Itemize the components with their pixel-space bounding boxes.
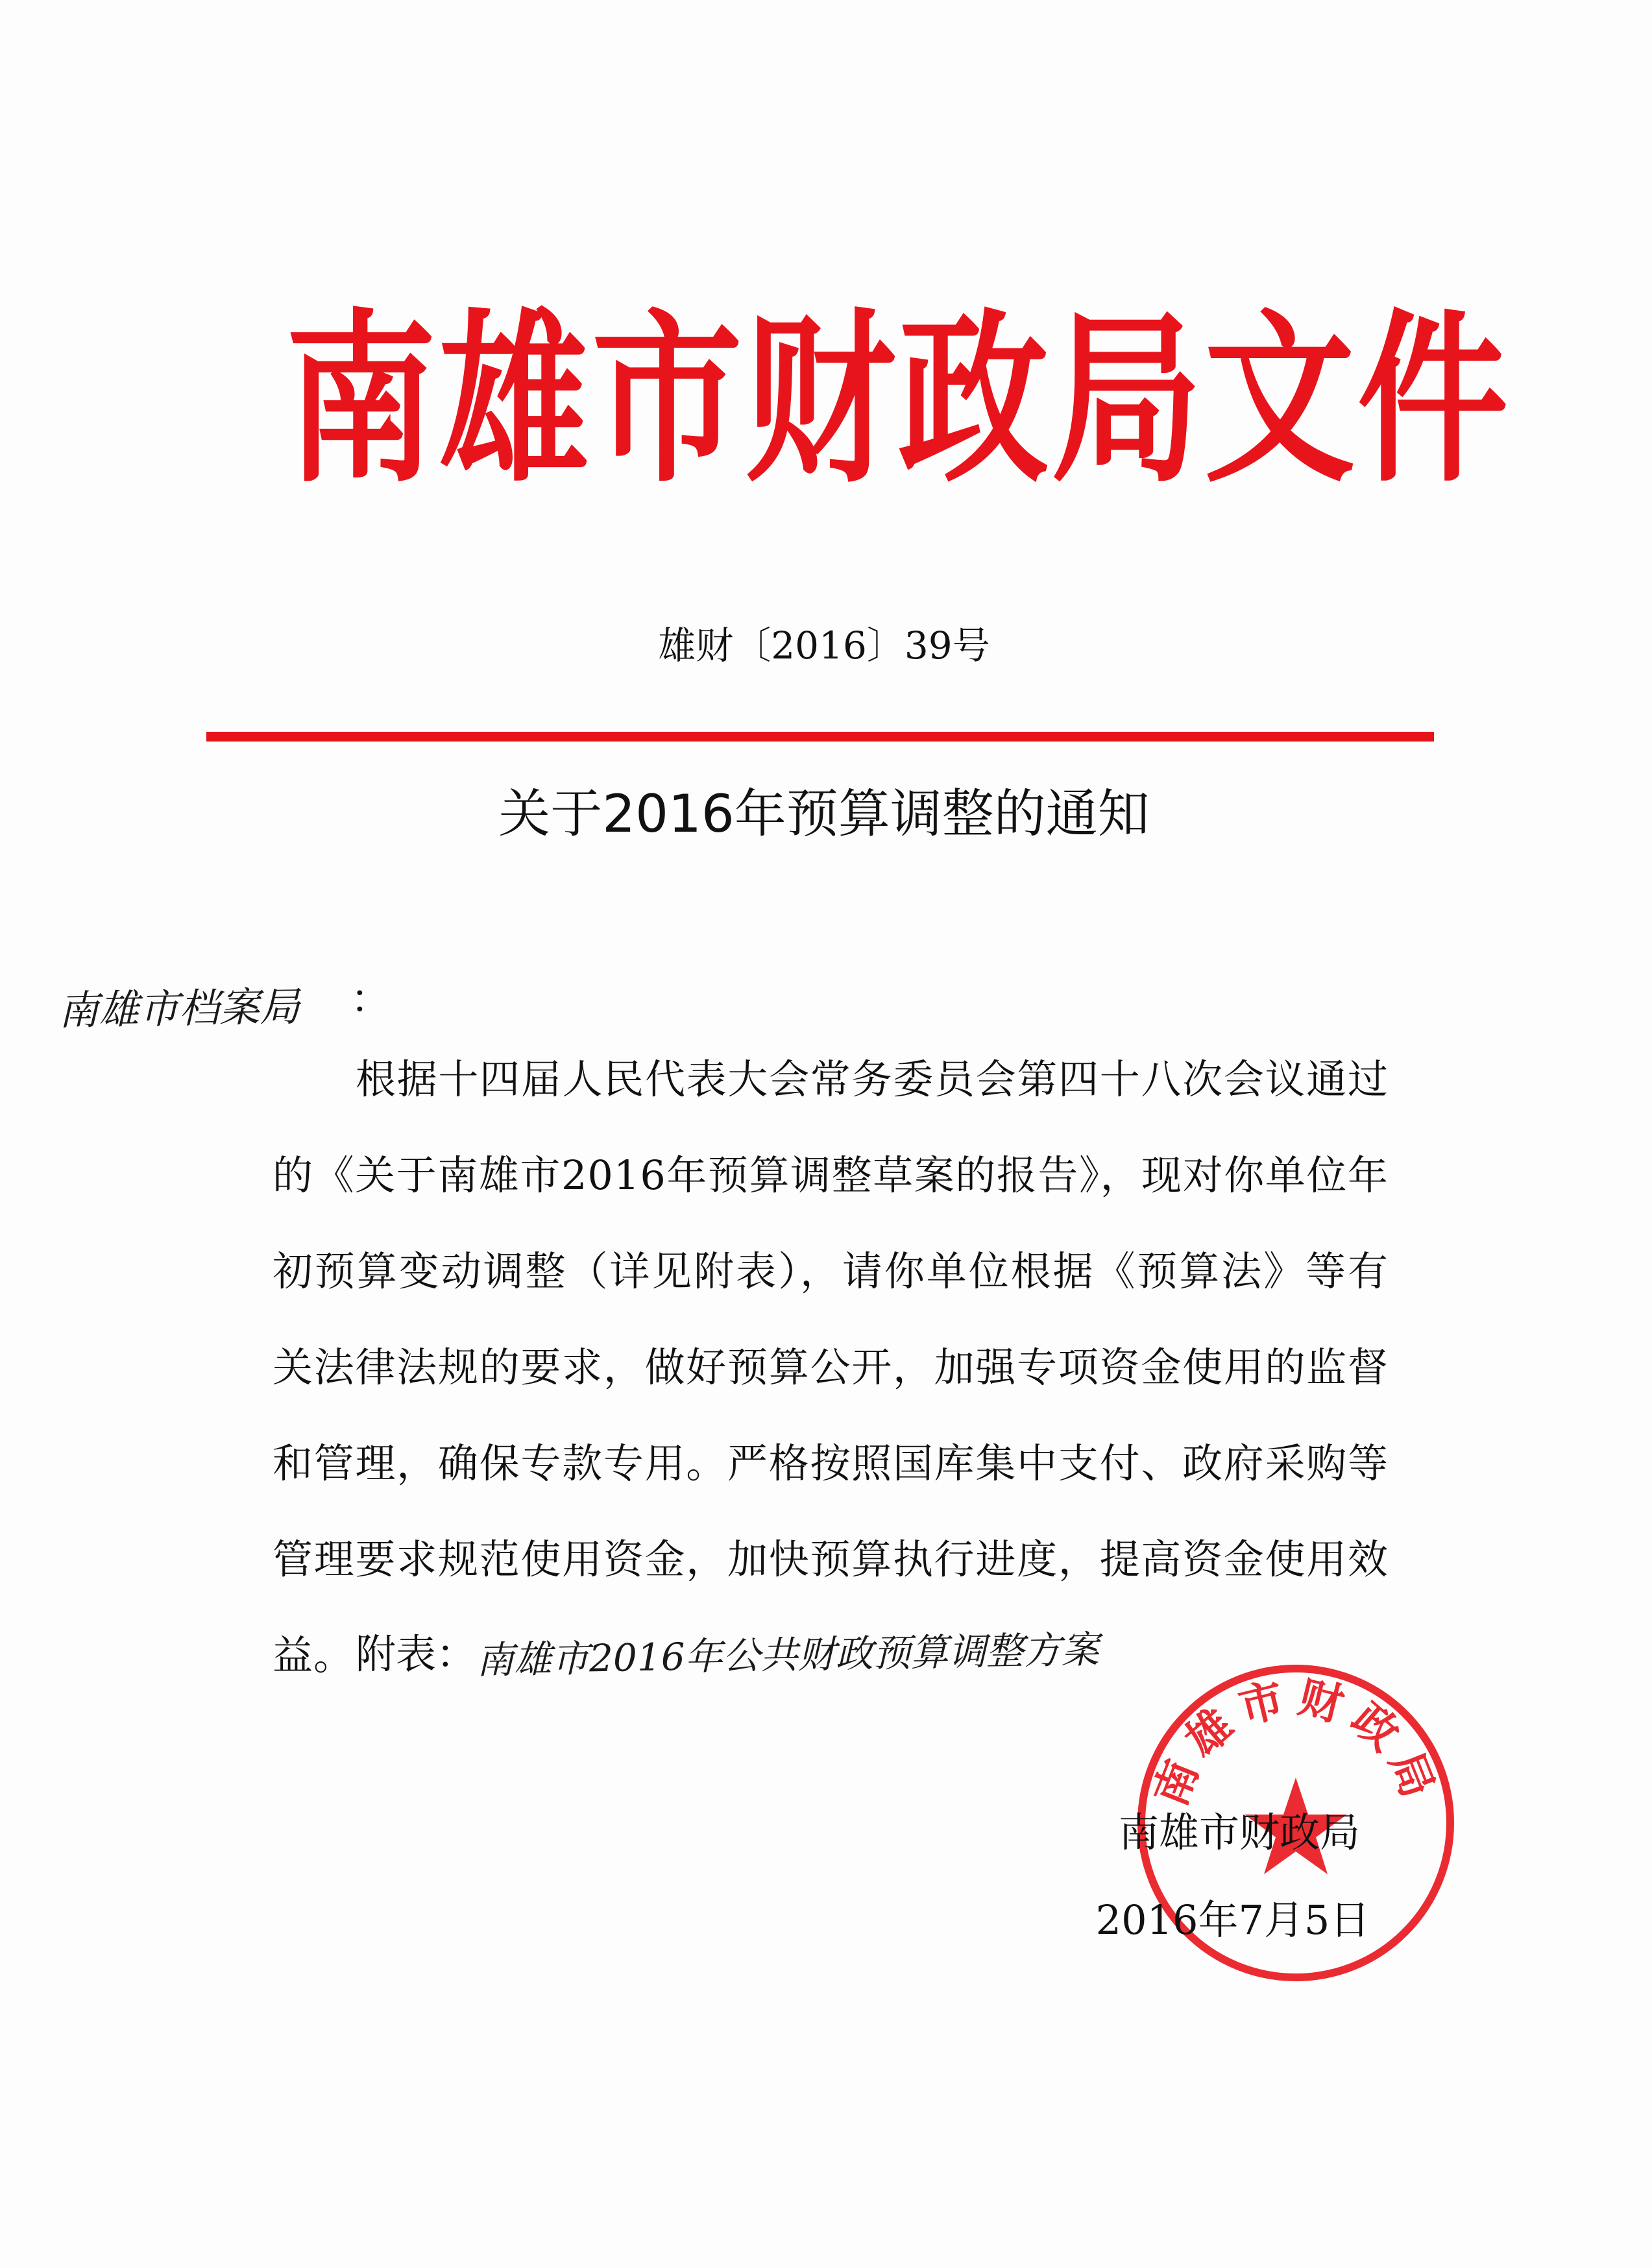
attachment-label: 附表： (356, 1630, 477, 1678)
notice-title: 关于2016年预算调整的通知 (498, 784, 1150, 844)
notice-body: 根据十四届人民代表大会常务委员会第四十八次会议通过的《关于南雄市2016年预算调整草案的报告》，现对你单位年初预算变动调整（详见附表），请你单位根据《预算法》等有关法律法规的要求，做好预算公开，加强专项资金使用的监督和管理，确保专款专用。严格按照国库集中支付、政府采购等管理要求规范使用资金，加快预算执行进度，提高资金使用效益。 (273, 1056, 1389, 1679)
salutation (58, 973, 300, 1044)
issuer-name: 南雄市财政局 (1118, 1809, 1360, 1856)
masthead-title: 南雄市财政局文件 (285, 293, 1511, 507)
handwritten-recipient: 南雄市档案局 (58, 982, 300, 1035)
issue-date: 2016年7月5日 (1095, 1896, 1370, 1944)
red-divider-line (206, 732, 1434, 742)
document-number: 雄财〔2016〕39号 (658, 623, 990, 668)
salutation-colon: ： (350, 975, 391, 1022)
seal-text: 南雄市财政局 (1145, 1671, 1447, 1813)
attachment-line (356, 1615, 1099, 1693)
handwritten-attachment-name: 南雄市2016年公共财政预算调整方案 (476, 1627, 1100, 1683)
